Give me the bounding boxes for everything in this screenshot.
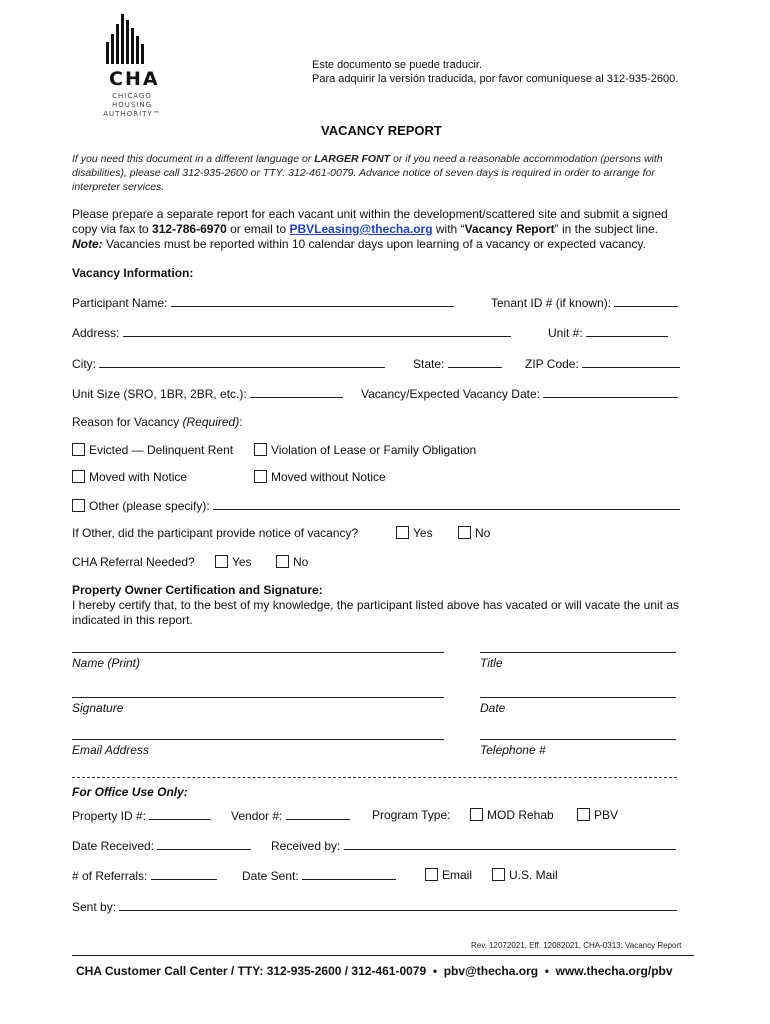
pbv-checkbox[interactable]: [577, 808, 590, 821]
instructions: Please prepare a separate report for each vacant unit within the development/scattered site and submit a signed copy via fax to 312-786-6970 or email to PBVLeasing@thecha.org with “Vacancy Report” in the subject line. Note: Vacancies must be reported within 10 calendar days upon learning of a vacancy or expected vacancy.: [72, 207, 668, 251]
moved-without-checkbox[interactable]: [254, 470, 267, 483]
unit-size-field[interactable]: Unit Size (SRO, 1BR, 2BR, etc.):: [72, 386, 343, 401]
referral-no-checkbox[interactable]: [276, 555, 289, 568]
email-option[interactable]: Email: [425, 868, 472, 882]
referral-no[interactable]: No: [276, 555, 308, 569]
moved-without-option[interactable]: Moved without Notice: [254, 470, 386, 484]
telephone-label: Telephone #: [480, 743, 546, 757]
translate-note-line2: Para adquirir la versión traducida, por favor comuníquese al 312-935-2600.: [312, 73, 679, 85]
us-mail-checkbox[interactable]: [492, 868, 505, 881]
title-line[interactable]: [480, 652, 676, 653]
referral-yes[interactable]: Yes: [215, 555, 252, 569]
reason-label: Reason for Vacancy (Required):: [72, 415, 243, 429]
bullet-icon: •: [544, 964, 549, 978]
received-by-field[interactable]: Received by:: [271, 838, 676, 853]
email-address-label: Email Address: [72, 743, 149, 757]
other-notice-question: If Other, did the participant provide notice of vacancy?: [72, 526, 359, 540]
unit-field[interactable]: Unit #:: [548, 325, 668, 340]
date-sent-field[interactable]: Date Sent:: [242, 868, 396, 883]
call-center: CHA Customer Call Center / TTY: 312-935-2600 / 312-461-0079: [76, 964, 427, 978]
mod-rehab-checkbox[interactable]: [470, 808, 483, 821]
signature-line[interactable]: [72, 697, 444, 698]
certification-heading: Property Owner Certification and Signature:: [72, 583, 323, 597]
referral-yes-checkbox[interactable]: [215, 555, 228, 568]
office-divider: [72, 777, 677, 778]
referral-question: CHA Referral Needed?: [72, 555, 195, 569]
pbv-option[interactable]: PBV: [577, 808, 618, 822]
accommodation-note: If you need this document in a different language or LARGER FONT or if you need a reasonable accommodation (persons with disabilities), please call 312-935-2600 or TTY: 312-461-0079. Advance notice of seven days is required in order to arrange for interpreter services.: [72, 153, 663, 193]
title-label: Title: [480, 656, 503, 670]
state-field[interactable]: State:: [413, 356, 502, 371]
signature-label: Signature: [72, 701, 124, 715]
other-checkbox[interactable]: [72, 499, 85, 512]
logo-subtitle: CHICAGO HOUSING AUTHORITY™: [103, 92, 161, 118]
other-notice-yes[interactable]: Yes: [396, 526, 433, 540]
email-checkbox[interactable]: [425, 868, 438, 881]
date-line[interactable]: [480, 697, 676, 698]
footer-email-link[interactable]: pbv@thecha.org: [443, 964, 539, 978]
footer-website-link[interactable]: www.thecha.org/pbv: [555, 964, 673, 978]
email-link[interactable]: PBVLeasing@thecha.org: [289, 222, 433, 236]
footer-divider: [72, 955, 694, 956]
translate-note-line1: Este documento se puede traducir.: [312, 59, 482, 71]
certification-text: I hereby certify that, to the best of my knowledge, the participant listed above has vacated or will vacate the unit as indicated in this report.: [72, 598, 680, 627]
footer: [76, 964, 673, 978]
vacancy-date-field[interactable]: Vacancy/Expected Vacancy Date:: [361, 386, 678, 401]
page-title: VACANCY REPORT: [321, 123, 442, 138]
telephone-line[interactable]: [480, 739, 676, 740]
address-field[interactable]: Address:: [72, 325, 511, 340]
revision-note: Rev. 12072021, Eff. 12082021, CHA-0313: Vacancy Report: [471, 941, 682, 950]
moved-notice-checkbox[interactable]: [72, 470, 85, 483]
us-mail-option[interactable]: U.S. Mail: [492, 868, 558, 882]
tenant-id-field[interactable]: Tenant ID # (if known):: [491, 295, 678, 310]
violation-checkbox[interactable]: [254, 443, 267, 456]
other-notice-no-checkbox[interactable]: [458, 526, 471, 539]
date-label: Date: [480, 701, 506, 715]
sent-by-field[interactable]: Sent by:: [72, 899, 677, 914]
date-received-field[interactable]: Date Received:: [72, 838, 251, 853]
other-notice-no[interactable]: No: [458, 526, 490, 540]
fax-number: 312-786-6970: [152, 222, 227, 236]
property-id-field[interactable]: Property ID #:: [72, 808, 211, 823]
name-print-label: Name (Print): [72, 656, 141, 670]
office-heading: For Office Use Only:: [72, 785, 188, 799]
name-print-line[interactable]: [72, 652, 444, 653]
logo-text: CHA: [109, 68, 160, 90]
vacancy-info-heading: Vacancy Information:: [72, 266, 194, 280]
participant-name-field[interactable]: Participant Name:: [72, 295, 454, 310]
other-notice-yes-checkbox[interactable]: [396, 526, 409, 539]
num-referrals-field[interactable]: # of Referrals:: [72, 868, 217, 883]
program-type-label: Program Type:: [372, 808, 451, 822]
other-option[interactable]: Other (please specify):: [72, 498, 680, 513]
violation-option[interactable]: Violation of Lease or Family Obligation: [254, 443, 476, 457]
mod-rehab-option[interactable]: MOD Rehab: [470, 808, 554, 822]
city-field[interactable]: City:: [72, 356, 385, 371]
skyline-icon: [106, 14, 146, 64]
zip-field[interactable]: ZIP Code:: [525, 356, 680, 371]
note-label: Note:: [72, 237, 103, 251]
vendor-field[interactable]: Vendor #:: [231, 808, 350, 823]
moved-notice-option[interactable]: Moved with Notice: [72, 470, 187, 484]
bullet-icon: •: [432, 964, 438, 978]
email-address-line[interactable]: [72, 739, 444, 740]
evicted-checkbox[interactable]: [72, 443, 85, 456]
evicted-option[interactable]: Evicted — Delinquent Rent: [72, 443, 233, 457]
